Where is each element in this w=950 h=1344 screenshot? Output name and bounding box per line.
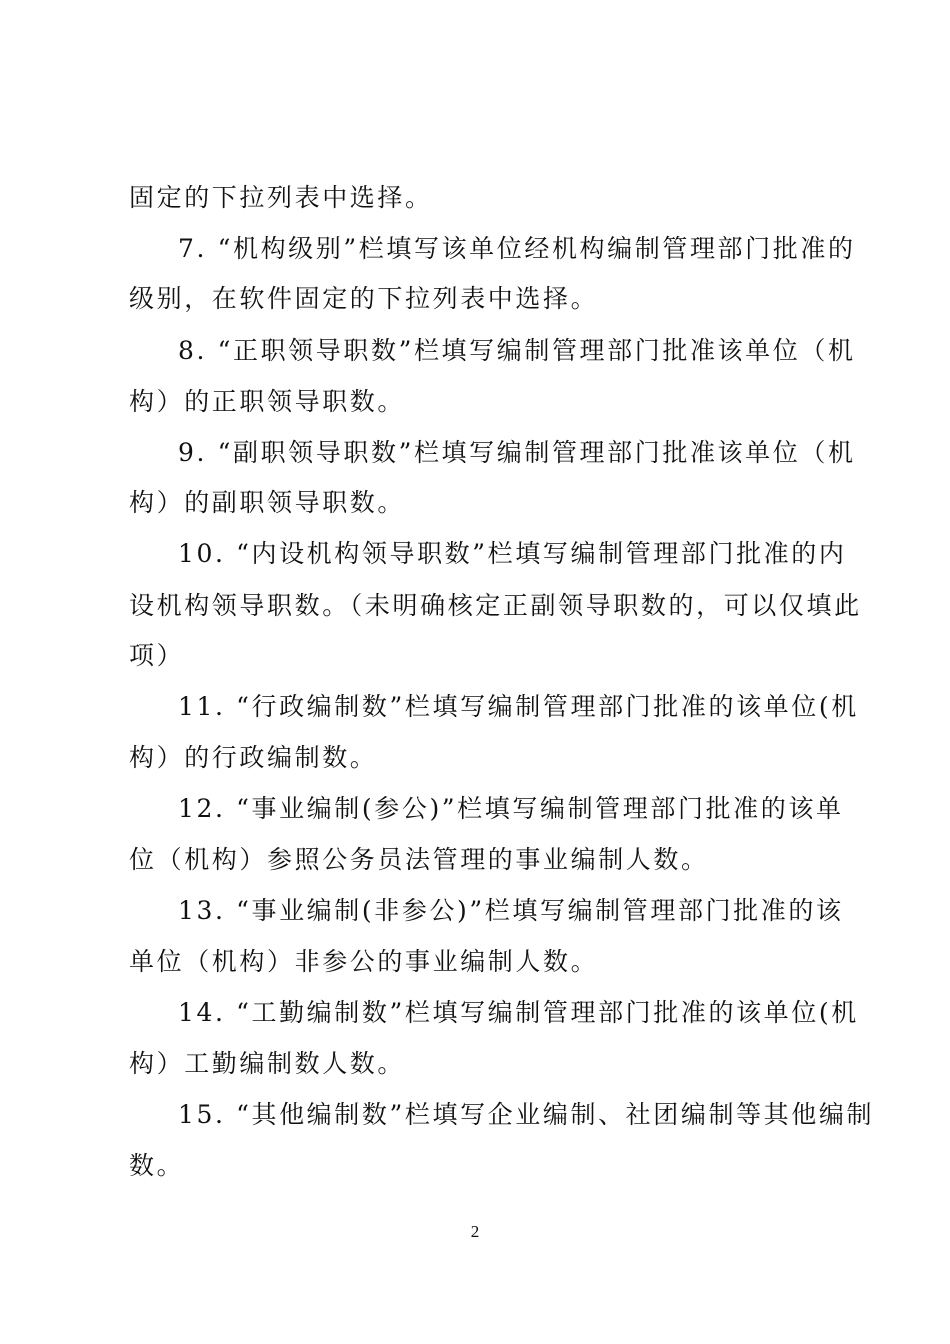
page-number: 2 <box>470 1222 480 1241</box>
text-line: 8. “正职领导职数”栏填写编制管理部门批准该单位（机 <box>178 336 856 365</box>
text-line: 构）的副职领导职数。 <box>129 488 406 517</box>
text-line: 14. “工勤编制数”栏填写编制管理部门批准的该单位(机 <box>178 998 859 1027</box>
text-line: 构）的行政编制数。 <box>129 743 378 772</box>
text-line: 9. “副职领导职数”栏填写编制管理部门批准该单位（机 <box>178 438 856 467</box>
text-line: 数。 <box>129 1151 185 1180</box>
text-line: 11. “行政编制数”栏填写编制管理部门批准的该单位(机 <box>178 692 859 721</box>
text-line: 级别，在软件固定的下拉列表中选择。 <box>129 284 599 313</box>
text-line: 固定的下拉列表中选择。 <box>129 183 433 212</box>
text-line: 设机构领导职数。（未明确核定正副领导职数的，可以仅填此 <box>129 591 862 620</box>
text-line: 13. “事业编制(非参公)”栏填写编制管理部门批准的该 <box>178 896 844 925</box>
text-line: 构）的正职领导职数。 <box>129 387 406 416</box>
text-line: 位（机构）参照公务员法管理的事业编制人数。 <box>129 845 709 874</box>
text-line: 15. “其他编制数”栏填写企业编制、社团编制等其他编制 <box>178 1100 875 1129</box>
text-line: 10. “内设机构领导职数”栏填写编制管理部门批准的内 <box>178 539 847 568</box>
text-line: 构）工勤编制数人数。 <box>129 1049 406 1078</box>
text-line: 7. “机构级别”栏填写该单位经机构编制管理部门批准的 <box>178 234 856 263</box>
text-line: 单位（机构）非参公的事业编制人数。 <box>129 947 599 976</box>
text-line: 12. “事业编制(参公)”栏填写编制管理部门批准的该单 <box>178 794 844 823</box>
text-line: 项） <box>129 641 185 670</box>
